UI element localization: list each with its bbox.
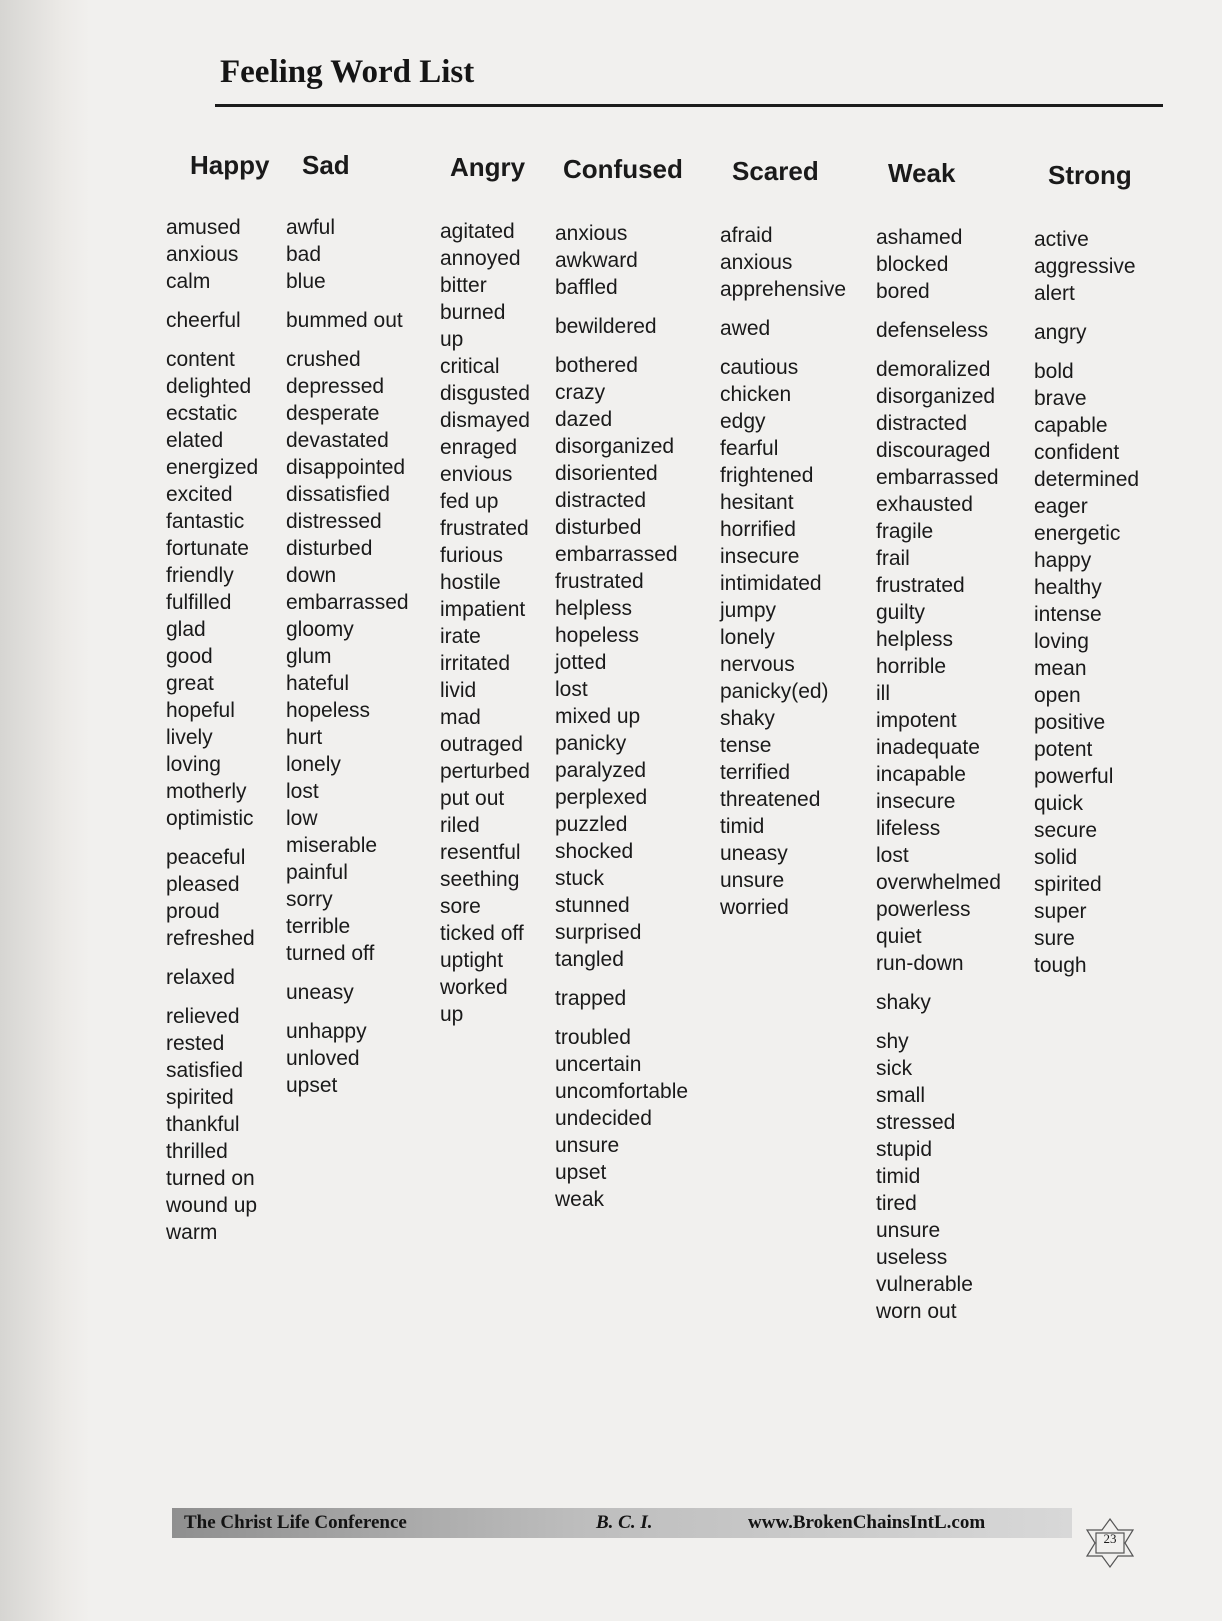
feeling-word: riled (440, 814, 480, 837)
feeling-word: unsure (876, 1219, 941, 1242)
feeling-word: horrified (720, 518, 796, 541)
feeling-word: surprised (555, 921, 642, 944)
page-number: 23 (1103, 1531, 1117, 1546)
feeling-word: determined (1034, 468, 1140, 491)
feeling-word: bold (1034, 360, 1074, 383)
feeling-word: embarrassed (876, 466, 999, 489)
feeling-word: uncertain (555, 1053, 642, 1076)
feeling-word: anxious (555, 222, 628, 245)
feeling-word: nervous (720, 653, 795, 676)
feeling-word: apprehensive (720, 278, 847, 301)
feeling-word: spirited (166, 1086, 234, 1109)
feeling-word: fed up (440, 490, 499, 513)
feeling-word: calm (166, 270, 211, 293)
feeling-word: crazy (555, 381, 606, 404)
feeling-word: eager (1034, 495, 1088, 518)
feeling-word: frightened (720, 464, 814, 487)
feeling-word: awkward (555, 249, 638, 272)
feeling-word: uneasy (286, 981, 354, 1004)
feeling-word: lonely (286, 753, 341, 776)
feeling-word: embarrassed (555, 543, 678, 566)
feeling-word: tangled (555, 948, 624, 971)
feeling-word: down (286, 564, 337, 587)
feeling-word: resentful (440, 841, 521, 864)
feeling-word: active (1034, 228, 1089, 251)
feeling-word: stuck (555, 867, 605, 890)
feeling-word: threatened (720, 788, 821, 811)
feeling-word: spirited (1034, 873, 1102, 896)
feeling-word: happy (1034, 549, 1092, 572)
feeling-word: shaky (720, 707, 775, 730)
feeling-word: rested (166, 1032, 225, 1055)
feeling-word: unloved (286, 1047, 360, 1070)
feeling-word: satisfied (166, 1059, 244, 1082)
feeling-word: frail (876, 547, 910, 570)
feeling-word: embarrassed (286, 591, 409, 614)
feeling-word: defenseless (876, 319, 989, 342)
feeling-word: terrified (720, 761, 791, 784)
feeling-word: perplexed (555, 786, 648, 809)
feeling-word: solid (1034, 846, 1078, 869)
feeling-word: hopeless (286, 699, 371, 722)
feeling-word: sure (1034, 927, 1075, 950)
feeling-word: fragile (876, 520, 934, 543)
column-heading-weak: Weak (888, 158, 956, 188)
feeling-word: lively (166, 726, 213, 749)
feeling-word: painful (286, 861, 348, 884)
feeling-word: energized (166, 456, 259, 479)
feeling-word: troubled (555, 1026, 631, 1049)
footer-initials: B. C. I. (596, 1512, 653, 1533)
feeling-word: tough (1034, 954, 1087, 977)
column-heading-scared: Scared (732, 156, 819, 186)
feeling-word: unsure (720, 869, 785, 892)
feeling-word: distracted (555, 489, 647, 512)
feeling-word: relieved (166, 1005, 240, 1028)
feeling-word: intimidated (720, 572, 822, 595)
feeling-word: anxious (720, 251, 793, 274)
feeling-word: motherly (166, 780, 247, 803)
feeling-word: wound up (166, 1194, 258, 1217)
feeling-word: distressed (286, 510, 382, 533)
feeling-word: excited (166, 483, 233, 506)
feeling-word: distracted (876, 412, 968, 435)
word-list-happy (166, 214, 258, 1246)
feeling-word: upset (286, 1074, 338, 1097)
feeling-word: put out (440, 787, 505, 810)
feeling-word: hopeless (555, 624, 640, 647)
feeling-word: hostile (440, 571, 501, 594)
feeling-word: refreshed (166, 927, 255, 950)
feeling-word: run-down (876, 952, 964, 975)
feeling-word: worried (720, 896, 789, 919)
feeling-word: lost (876, 844, 909, 867)
feeling-word: gloomy (286, 618, 354, 641)
feeling-word: disorganized (876, 385, 996, 408)
feeling-word: useless (876, 1246, 948, 1269)
feeling-word: seething (440, 868, 520, 891)
feeling-word: warm (166, 1221, 218, 1244)
feeling-word: healthy (1034, 576, 1102, 599)
feeling-word: angry (1034, 321, 1087, 344)
feeling-word: agitated (440, 220, 515, 243)
feeling-word: helpless (876, 628, 954, 651)
feeling-word: thankful (166, 1113, 240, 1136)
feeling-word: ill (876, 682, 890, 705)
feeling-word: mixed up (555, 705, 641, 728)
feeling-word: tired (876, 1192, 917, 1215)
feeling-word: bad (286, 243, 322, 266)
feeling-word: unhappy (286, 1020, 367, 1043)
feeling-word: good (166, 645, 213, 668)
feeling-word: exhausted (876, 493, 973, 516)
feeling-word: insecure (876, 790, 956, 813)
feeling-word: fantastic (166, 510, 245, 533)
feeling-word: sorry (286, 888, 333, 911)
feeling-word: great (166, 672, 214, 695)
feeling-word: horrible (876, 655, 947, 678)
feeling-word: thrilled (166, 1140, 228, 1163)
feeling-word: chicken (720, 383, 792, 406)
feeling-word: trapped (555, 987, 627, 1010)
feeling-word: delighted (166, 375, 252, 398)
feeling-word: upset (555, 1161, 607, 1184)
feeling-word: bitter (440, 274, 487, 297)
feeling-word: panicky(ed) (720, 680, 829, 703)
feeling-word: stressed (876, 1111, 956, 1134)
feeling-word: stupid (876, 1138, 933, 1161)
feeling-word: envious (440, 463, 513, 486)
feeling-word: perturbed (440, 760, 530, 783)
feeling-word: content (166, 348, 235, 371)
feeling-word: hateful (286, 672, 350, 695)
feeling-word: small (876, 1084, 926, 1107)
feeling-word: blue (286, 270, 326, 293)
word-list-confused (555, 220, 688, 1213)
feeling-word: disappointed (286, 456, 406, 479)
feeling-word: shocked (555, 840, 634, 863)
feeling-word: frustrated (555, 570, 644, 593)
feeling-word: bored (876, 280, 930, 303)
feeling-word: paralyzed (555, 759, 647, 782)
feeling-word: discouraged (876, 439, 991, 462)
feeling-word: devastated (286, 429, 389, 452)
feeling-word: bewildered (555, 315, 657, 338)
feeling-word: lost (286, 780, 319, 803)
feeling-word: cautious (720, 356, 799, 379)
feeling-word: alert (1034, 282, 1075, 305)
feeling-word: relaxed (166, 966, 235, 989)
feeling-word: aggressive (1034, 255, 1136, 278)
feeling-word: pleased (166, 873, 240, 896)
feeling-word: panicky (555, 732, 627, 755)
feeling-word: jumpy (720, 599, 777, 622)
feeling-word: baffled (555, 276, 618, 299)
feeling-word: uneasy (720, 842, 788, 865)
feeling-word: hurt (286, 726, 323, 749)
feeling-word: low (286, 807, 318, 830)
feeling-word: uptight (440, 949, 504, 972)
feeling-word: up (440, 328, 464, 351)
feeling-word: insecure (720, 545, 800, 568)
column-heading-confused: Confused (563, 154, 683, 184)
feeling-word: outraged (440, 733, 523, 756)
feeling-word: desperate (286, 402, 380, 425)
feeling-word: ticked off (440, 922, 524, 945)
feeling-word: stunned (555, 894, 630, 917)
feeling-word: overwhelmed (876, 871, 1001, 894)
feeling-word: jotted (555, 651, 607, 674)
feeling-word: demoralized (876, 358, 991, 381)
feeling-word: terrible (286, 915, 351, 938)
feeling-word: up (440, 1003, 464, 1026)
feeling-word: anxious (166, 243, 239, 266)
feeling-word: sore (440, 895, 481, 918)
feeling-word: mad (440, 706, 481, 729)
feeling-word: potent (1034, 738, 1093, 761)
feeling-word: unsure (555, 1134, 620, 1157)
feeling-word: shaky (876, 991, 931, 1014)
feeling-word: proud (166, 900, 220, 923)
feeling-word: disoriented (555, 462, 658, 485)
feeling-word: awful (286, 216, 336, 239)
feeling-word: energetic (1034, 522, 1121, 545)
feeling-word: brave (1034, 387, 1087, 410)
column-heading-angry: Angry (450, 152, 526, 182)
feeling-word: edgy (720, 410, 766, 433)
footer-website: www.BrokenChainsIntL.com (748, 1512, 986, 1533)
feeling-word: frustrated (876, 574, 965, 597)
feeling-word: intense (1034, 603, 1102, 626)
feeling-word: turned on (166, 1167, 255, 1190)
feeling-word: enraged (440, 436, 518, 459)
feeling-word: tense (720, 734, 772, 757)
feeling-word: elated (166, 429, 224, 452)
feeling-word: undecided (555, 1107, 652, 1130)
feeling-word: irate (440, 625, 481, 648)
word-list-angry (440, 218, 530, 1028)
feeling-word: turned off (286, 942, 375, 965)
feeling-word: afraid (720, 224, 773, 247)
feeling-word: helpless (555, 597, 633, 620)
word-list-weak (876, 224, 1001, 1325)
feeling-word: capable (1034, 414, 1108, 437)
feeling-word: positive (1034, 711, 1106, 734)
feeling-word: super (1034, 900, 1087, 923)
feeling-word: miserable (286, 834, 378, 857)
footer-conference-name: The Christ Life Conference (184, 1512, 407, 1533)
feeling-word: incapable (876, 763, 966, 786)
feeling-word: quiet (876, 925, 922, 948)
page-title: Feeling Word List (220, 54, 475, 90)
feeling-word: ashamed (876, 226, 963, 249)
feeling-word: fearful (720, 437, 779, 460)
column-heading-strong: Strong (1048, 160, 1132, 190)
word-list-strong (1034, 226, 1139, 979)
feeling-word: impotent (876, 709, 957, 732)
feeling-word: disturbed (286, 537, 373, 560)
feeling-word: confident (1034, 441, 1120, 464)
feeling-word: worn out (876, 1300, 957, 1323)
feeling-word: lost (555, 678, 588, 701)
feeling-word: disturbed (555, 516, 642, 539)
feeling-word: vulnerable (876, 1273, 973, 1296)
feeling-word: disorganized (555, 435, 675, 458)
feeling-word: sick (876, 1057, 913, 1080)
feeling-word: bothered (555, 354, 638, 377)
feeling-word: disgusted (440, 382, 530, 405)
feeling-word: quick (1034, 792, 1084, 815)
feeling-word: open (1034, 684, 1081, 707)
feeling-word: impatient (440, 598, 526, 621)
feeling-word: powerful (1034, 765, 1114, 788)
feeling-word: powerless (876, 898, 971, 921)
feeling-word: loving (1034, 630, 1089, 653)
feeling-word: timid (876, 1165, 921, 1188)
feeling-word: hopeful (166, 699, 235, 722)
feeling-word: friendly (166, 564, 234, 587)
feeling-word: furious (440, 544, 504, 567)
feeling-word: puzzled (555, 813, 628, 836)
feeling-word: fulfilled (166, 591, 232, 614)
feeling-word: crushed (286, 348, 361, 371)
feeling-word: optimistic (166, 807, 254, 830)
feeling-word: dazed (555, 408, 613, 431)
feeling-word: cheerful (166, 309, 241, 332)
feeling-word: glum (286, 645, 332, 668)
feeling-word: depressed (286, 375, 385, 398)
feeling-word: peaceful (166, 846, 246, 869)
column-heading-sad: Sad (302, 150, 350, 180)
feeling-word: annoyed (440, 247, 521, 270)
feeling-word: secure (1034, 819, 1098, 842)
feeling-word: weak (555, 1188, 605, 1211)
feeling-word: guilty (876, 601, 926, 624)
feeling-word: irritated (440, 652, 511, 675)
feeling-word: dissatisfied (286, 483, 390, 506)
feeling-word: worked (440, 976, 508, 999)
feeling-word: ecstatic (166, 402, 238, 425)
word-list-scared (720, 222, 846, 921)
feeling-word: bummed out (286, 309, 403, 332)
feeling-word: lonely (720, 626, 775, 649)
feeling-word: loving (166, 753, 221, 776)
feeling-word: mean (1034, 657, 1087, 680)
feeling-word: uncomfortable (555, 1080, 689, 1103)
feeling-word: livid (440, 679, 477, 702)
column-heading-happy: Happy (190, 150, 270, 180)
feeling-word: timid (720, 815, 765, 838)
feeling-word: awed (720, 317, 771, 340)
feeling-word: shy (876, 1030, 909, 1053)
feeling-word: fortunate (166, 537, 249, 560)
feeling-word: glad (166, 618, 206, 641)
feeling-word: frustrated (440, 517, 529, 540)
word-list-sad (286, 214, 409, 1099)
feeling-word: lifeless (876, 817, 941, 840)
feeling-word: dismayed (440, 409, 530, 432)
feeling-word: burned (440, 301, 506, 324)
feeling-word: amused (166, 216, 241, 239)
feeling-word: hesitant (720, 491, 794, 514)
feeling-word: inadequate (876, 736, 980, 759)
feeling-word: critical (440, 355, 500, 378)
feeling-word: blocked (876, 253, 949, 276)
